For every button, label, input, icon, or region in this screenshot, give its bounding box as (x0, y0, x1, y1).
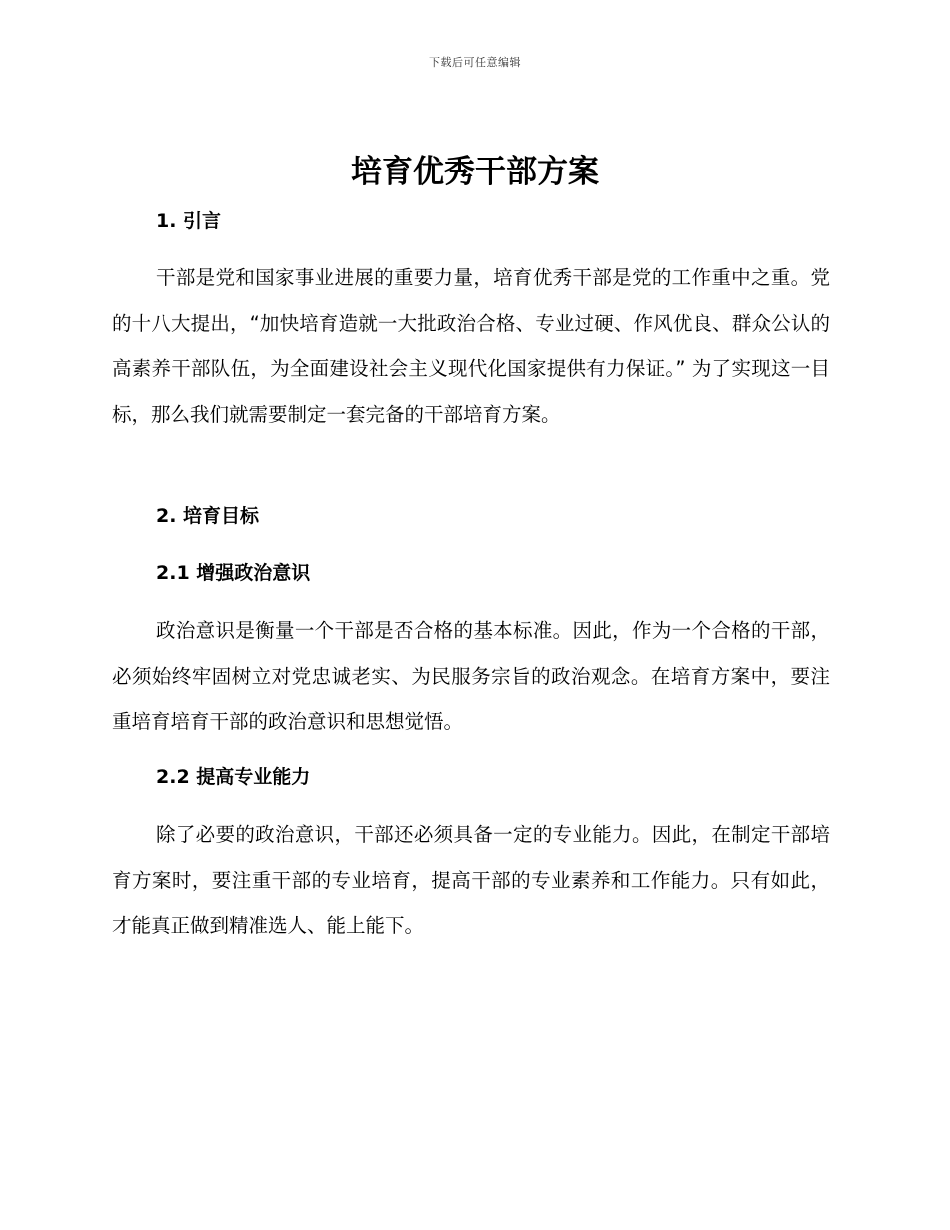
section-heading-goals: 2. 培育目标 (156, 505, 260, 527)
paragraph-professional: 除了必要的政治意识，干部还必须具备一定的专业能力。因此，在制定干部培育方案时，要注重干部的专业培育，提高干部的专业素养和工作能力。只有如此，才能真正做到精准选人、能上能下。 (112, 823, 830, 937)
subsection-heading-professional: 2.2 提高专业能力 (156, 766, 311, 788)
paragraph-political: 政治意识是衡量一个干部是否合格的基本标准。因此，作为一个合格的干部，必须始终牢固树立对党忠诚老实、为民服务宗旨的政治观念。在培育方案中，要注重培育培育干部的政治意识和思想觉悟。 (112, 619, 830, 733)
header-note: 下载后可任意编辑 (429, 56, 521, 69)
document-title: 培育优秀干部方案 (351, 154, 599, 190)
section-heading-intro: 1. 引言 (156, 210, 222, 232)
subsection-heading-political: 2.1 增强政治意识 (156, 562, 311, 584)
paragraph-intro: 干部是党和国家事业进展的重要力量，培育优秀干部是党的工作重中之重。党的十八大提出，“加快培育造就一大批政治合格、专业过硬、作风优良、群众公认的高素养干部队伍，为全面建设社会主义现代化国家提供有力保证。” 为了实现这一目标，那么我们就需要制定一套完备的干部培育方案。 (112, 266, 830, 426)
